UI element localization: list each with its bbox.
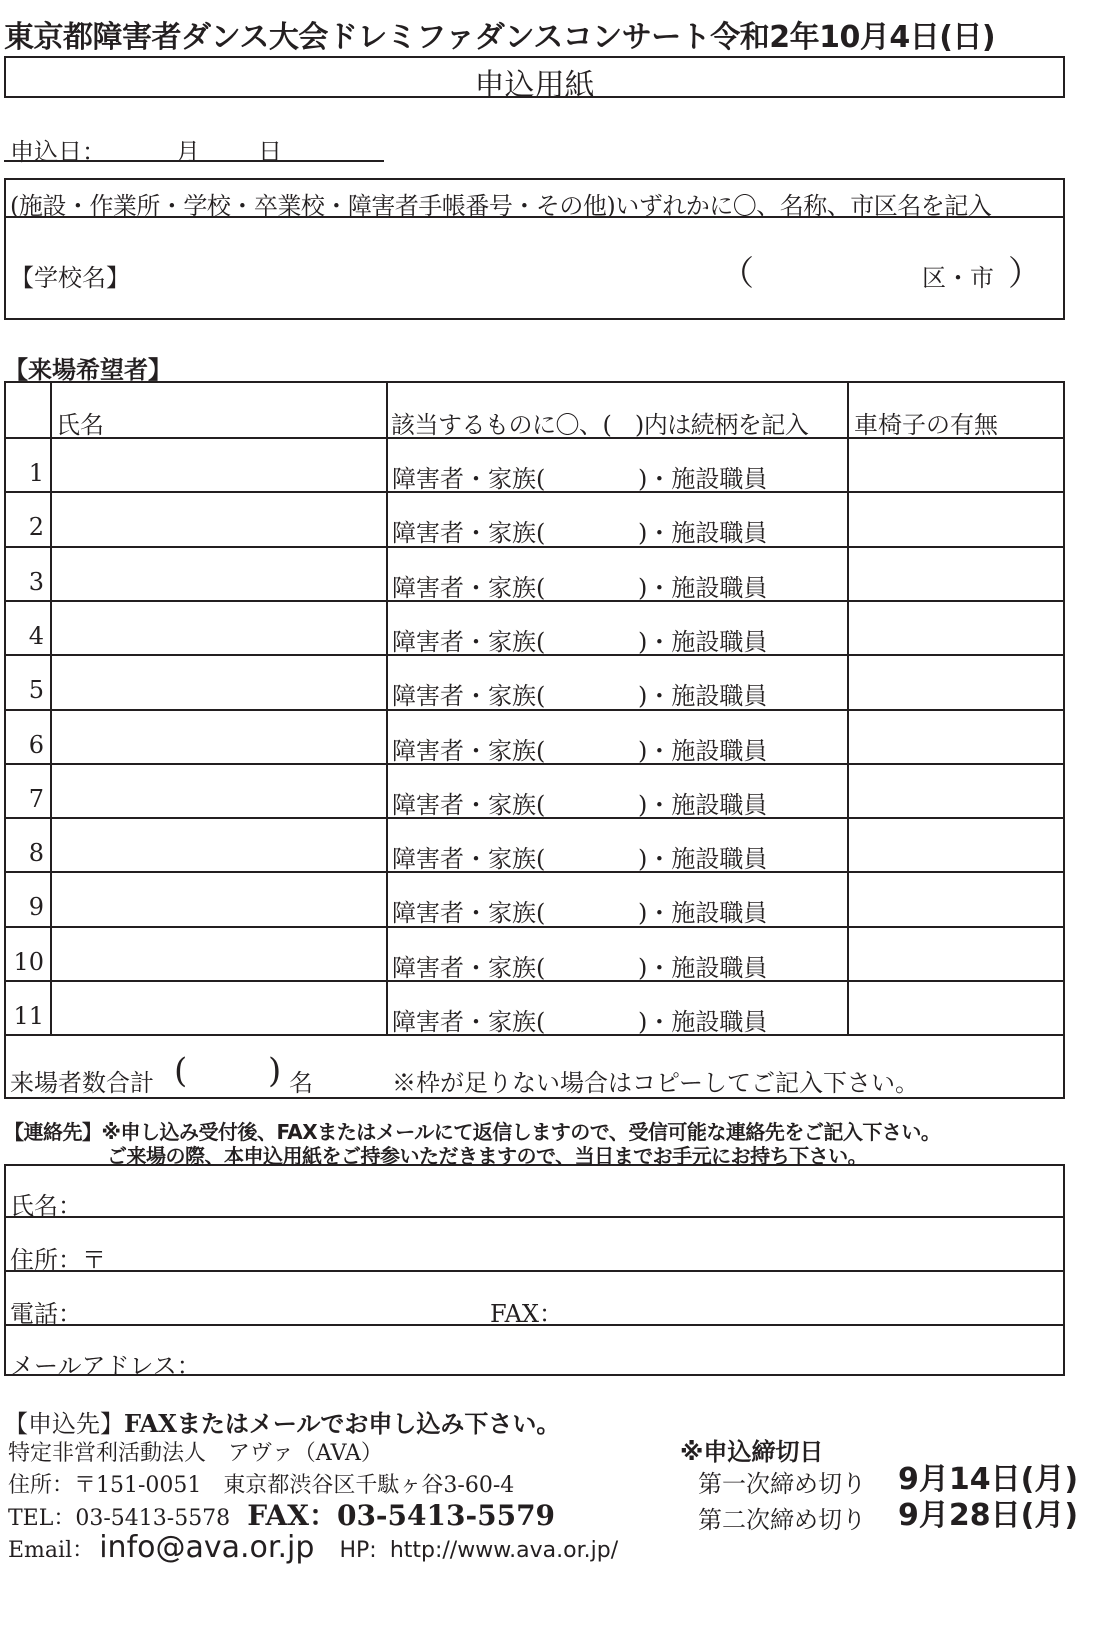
row-number: 5 [28,676,44,705]
attendees-section-label: 【来場希望者】 [4,356,172,384]
wheelchair-field[interactable] [852,930,1058,978]
attendee-staff-option[interactable]: )・施設職員 [638,736,768,765]
table-row-divider [6,437,1063,439]
attendee-type-options[interactable]: 障害者・家族( [392,627,546,656]
contact-name-field[interactable] [82,1170,1052,1214]
ward-city-label: 区・市 [922,264,994,292]
wheelchair-field[interactable] [852,767,1058,815]
submit-email-line [8,1530,618,1565]
attendee-name-field[interactable] [54,604,382,652]
deadline-second-label: 第二次締め切り [698,1506,866,1534]
wheelchair-field[interactable] [852,441,1058,489]
contact-fax-label: FAX： [490,1300,563,1328]
ward-open-paren: （ [720,254,754,294]
table-row-divider [6,763,1063,765]
submit-hp-label: HP: [339,1538,377,1563]
attendee-staff-option[interactable]: )・施設職員 [638,682,768,711]
attendee-staff-option[interactable]: )・施設職員 [638,899,768,928]
application-month-label: 月 [176,138,200,166]
attendee-type-options[interactable]: 障害者・家族( [392,519,546,548]
total-open-paren: ( [174,1051,188,1091]
attendee-name-field[interactable] [54,930,382,978]
deadline-first-date: 9月14日(月) [898,1462,1079,1497]
submit-address: 住所：〒151-0051 東京都渋谷区千駄ヶ谷3-60-4 [8,1473,515,1498]
attendee-staff-option[interactable]: )・施設職員 [638,465,768,493]
table-row-divider [6,817,1063,819]
contact-address-field[interactable] [106,1222,1052,1266]
submit-phone-line [8,1494,555,1534]
attendee-type-options[interactable]: 障害者・家族( [392,465,546,493]
wheelchair-field[interactable] [852,713,1058,761]
attendee-staff-option[interactable]: )・施設職員 [638,519,768,548]
contact-box [4,1164,1065,1380]
submit-instruction: FAXまたはメールでお申し込み下さい。 [124,1409,561,1438]
organization-box [4,178,1065,320]
table-row-divider [6,980,1063,982]
attendee-type-options[interactable]: 障害者・家族( [392,1008,546,1036]
row-number: 6 [28,730,44,759]
form-name-box [4,56,1065,103]
organization-instruction: (施設・作業所・学校・卒業校・障害者手帳番号・その他)いずれかに〇、名称、市区名を記入 [10,192,992,220]
page-title: 東京都障害者ダンス大会ドレミファダンスコンサート令和2年10月4日(日) [4,20,996,55]
submit-fax: FAX：03-5413-5579 [247,1499,556,1532]
row-number: 1 [28,459,44,487]
row-number: 10 [13,947,44,976]
application-date-underline [4,160,384,162]
application-date-label: 申込日： [10,138,106,166]
contact-phone-label: 電話： [10,1300,82,1328]
row-number: 4 [28,621,44,650]
wheelchair-field[interactable] [852,984,1058,1032]
table-row-divider [6,926,1063,928]
row-number: 11 [13,1002,44,1030]
col-header-wheelchair: 車椅子の有無 [854,411,998,439]
attendee-name-field[interactable] [54,767,382,815]
attendee-name-field[interactable] [54,713,382,761]
total-label: 来場者数合計 [10,1069,154,1097]
table-row-divider [6,546,1063,548]
total-unit: 名 [289,1069,313,1097]
attendee-staff-option[interactable]: )・施設職員 [638,845,768,874]
contact-address-label: 住所：〒 [10,1246,106,1274]
table-row-divider [6,871,1063,873]
contact-divider-2 [6,1270,1063,1272]
contact-note-line1: 【連絡先】※申し込み受付後、FAXまたはメールにて返信しますので、受信可能な連絡先をご記入下さい。 [4,1120,941,1144]
submit-email-label: Email： [8,1538,95,1563]
submit-email[interactable]: info@ava.or.jp [99,1530,315,1565]
school-name-label: 【学校名】 [10,264,130,292]
row-number: 7 [28,784,44,813]
attendee-staff-option[interactable]: )・施設職員 [638,790,768,819]
copy-note: ※枠が足りない場合はコピーしてご記入下さい。 [392,1069,920,1097]
table-row-divider [6,709,1063,711]
wheelchair-field[interactable] [852,658,1058,706]
col-header-name: 氏名 [56,411,104,439]
attendee-name-field[interactable] [54,984,382,1032]
wheelchair-field[interactable] [852,604,1058,652]
submit-tel: TEL：03-5413-5578 [8,1506,231,1531]
attendee-name-field[interactable] [54,875,382,923]
deadline-second-date: 9月28日(月) [898,1498,1079,1533]
contact-divider-3 [6,1324,1063,1326]
total-close-paren: ) [268,1051,282,1091]
attendee-staff-option[interactable]: )・施設職員 [638,1008,768,1036]
row-number: 2 [28,513,44,542]
attendee-staff-option[interactable]: )・施設職員 [638,953,768,982]
attendee-staff-option[interactable]: )・施設職員 [638,627,768,656]
attendee-name-field[interactable] [54,495,382,543]
deadline-first-label: 第一次締め切り [698,1470,866,1498]
application-day-label: 日 [258,138,282,166]
row-number: 3 [28,567,44,596]
form-name: 申込用紙 [474,68,595,103]
total-row-divider [6,1034,1063,1036]
attendee-name-field[interactable] [54,821,382,869]
attendees-table [4,381,1065,1099]
total-count-field[interactable] [192,1051,266,1091]
row-number: 9 [28,893,44,922]
attendee-type-options[interactable]: 障害者・家族( [392,682,546,711]
attendee-name-field[interactable] [54,658,382,706]
attendee-type-options[interactable]: 障害者・家族( [392,953,546,982]
contact-email-label: メールアドレス： [10,1352,201,1380]
wheelchair-field[interactable] [852,875,1058,923]
deadline-label: ※申込締切日 [680,1438,824,1466]
organization-divider [6,216,1063,218]
submit-label [4,1404,560,1439]
row-number: 8 [28,839,44,868]
attendee-staff-option[interactable]: )・施設職員 [638,573,768,602]
wheelchair-field[interactable] [852,495,1058,543]
ward-close-paren: ） [1008,254,1042,294]
submit-label-bracket: 【申込先】 [4,1410,124,1438]
attendee-type-options[interactable]: 障害者・家族( [392,845,546,874]
school-name-field[interactable] [136,240,736,300]
attendee-name-field[interactable] [54,441,382,489]
submit-hp[interactable]: http://www.ava.or.jp/ [389,1538,619,1563]
contact-name-label: 氏名： [10,1192,82,1220]
table-row-divider [6,600,1063,602]
attendee-name-field[interactable] [54,550,382,598]
attendee-type-options[interactable]: 障害者・家族( [392,790,546,819]
attendee-type-options[interactable]: 障害者・家族( [392,573,546,602]
table-row-divider [6,654,1063,656]
attendee-type-options[interactable]: 障害者・家族( [392,899,546,928]
contact-fax-field[interactable] [566,1276,1052,1320]
contact-phone-field[interactable] [82,1276,482,1320]
wheelchair-field[interactable] [852,550,1058,598]
contact-note-line2: ご来場の際、本申込用紙をご持参いただきますので、当日までお手元にお持ち下さい。 [107,1144,868,1168]
col-header-applicable: 該当するものに〇、( )内は続柄を記入 [391,411,809,439]
wheelchair-field[interactable] [852,821,1058,869]
contact-divider-1 [6,1216,1063,1218]
attendee-type-options[interactable]: 障害者・家族( [392,736,546,765]
contact-email-field[interactable] [192,1330,1052,1370]
table-row-divider [6,491,1063,493]
submit-org-name: 特定非営利活動法人 アヴァ（AVA） [8,1441,383,1466]
